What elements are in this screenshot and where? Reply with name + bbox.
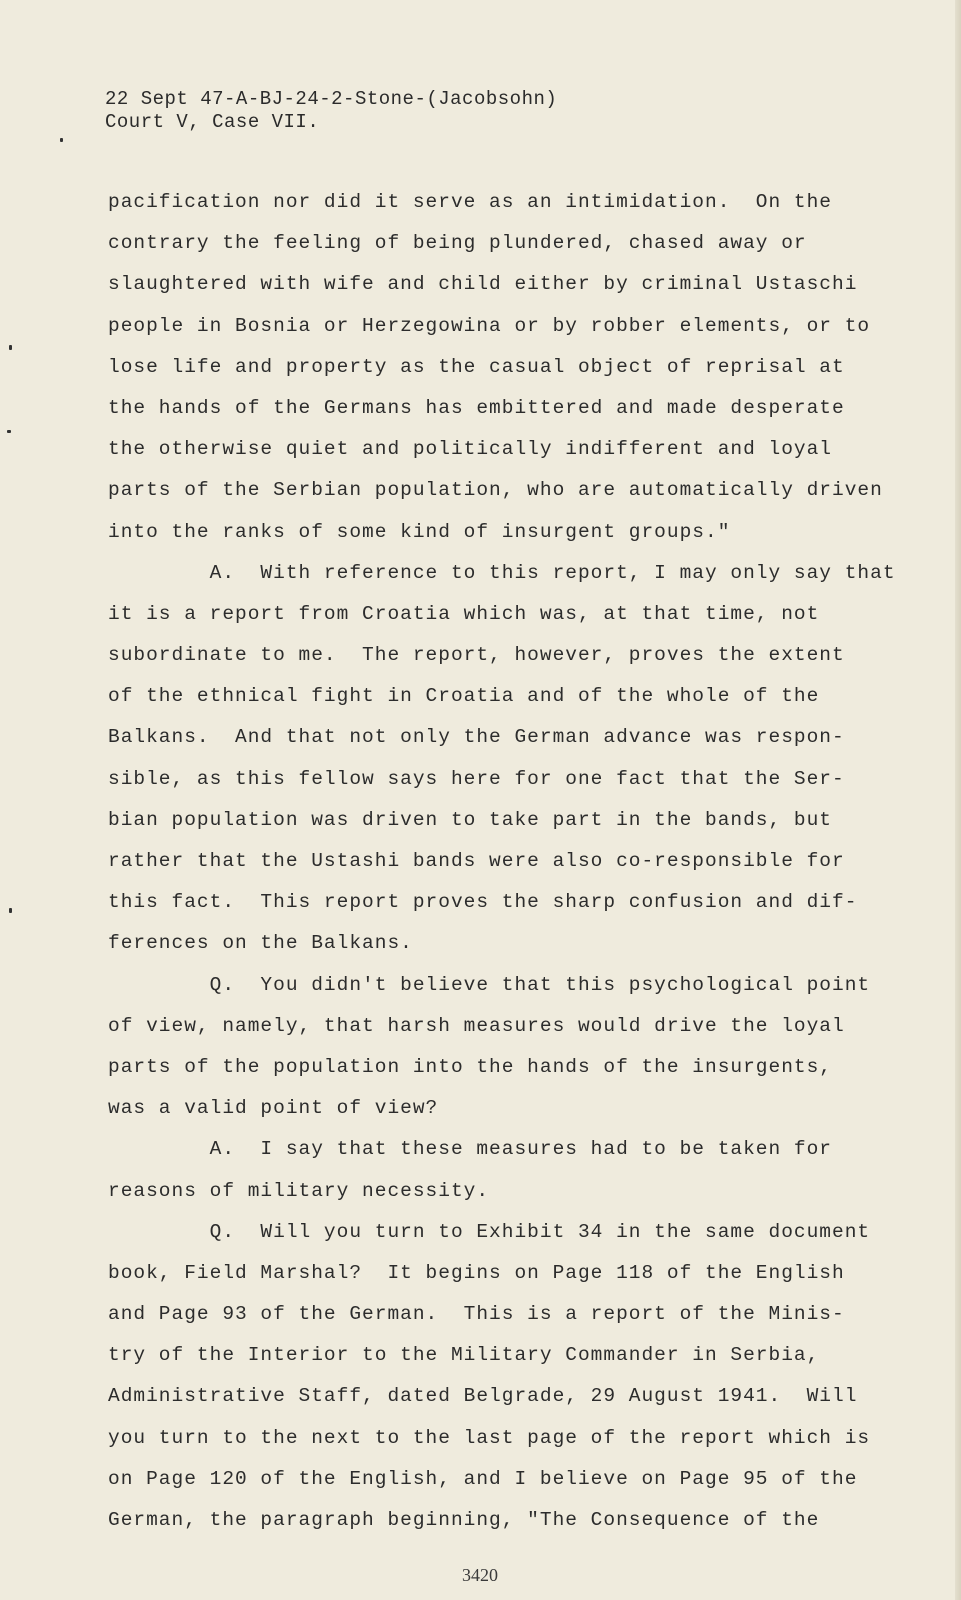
page-number: 3420 [462, 1565, 498, 1585]
body-line: rather that the Ustashi bands were also co-responsible for [108, 850, 845, 872]
header-line-2: Court V, Case VII. [105, 111, 320, 133]
body-line: on Page 120 of the English, and I believe on Page 95 of the [108, 1467, 858, 1490]
body-line: was a valid point of view? [108, 1097, 439, 1120]
margin-speck [9, 908, 12, 913]
body-line: into the ranks of some kind of insurgent groups." [108, 520, 731, 543]
body-line: pacification nor did it serve as an intimidation. On the [108, 191, 833, 213]
margin-speck [60, 138, 63, 142]
page-edge [955, 0, 961, 1600]
body-line: try of the Interior to the Military Commander in Serbia, [108, 1344, 820, 1367]
body-line: this fact. This report proves the sharp confusion and dif- [108, 891, 858, 914]
body-line: and Page 93 of the German. This is a report of the Minis- [108, 1303, 845, 1326]
transcript-body [108, 182, 896, 1541]
body-line: Administrative Staff, dated Belgrade, 29 August 1941. Will [108, 1385, 858, 1408]
body-line: Balkans. And that not only the German advance was respon- [108, 726, 845, 749]
body-line: the otherwise quiet and politically indifferent and loyal [108, 438, 833, 461]
body-line: subordinate to me. The report, however, proves the extent [108, 644, 845, 667]
body-line: you turn to the next to the last page of the report which is [108, 1426, 871, 1449]
body-line: A. With reference to this report, I may only say that [108, 561, 896, 584]
body-line: slaughtered with wife and child either by criminal Ustaschi [108, 273, 858, 296]
document-header [105, 88, 557, 134]
body-line: contrary the feeling of being plundered, chased away or [108, 232, 807, 255]
body-line: Q. You didn't believe that this psychological point [108, 973, 871, 996]
body-line: Q. Will you turn to Exhibit 34 in the same document [108, 1220, 871, 1243]
body-line: parts of the Serbian population, who are automatically driven [108, 479, 883, 502]
body-line: ferences on the Balkans. [108, 932, 413, 955]
body-line: the hands of the Germans has embittered and made desperate [108, 396, 845, 419]
body-line: of view, namely, that harsh measures would drive the loyal [108, 1014, 845, 1037]
margin-speck [9, 345, 12, 350]
body-line: parts of the population into the hands of the insurgents, [108, 1055, 833, 1078]
header-line-1: 22 Sept 47-A-BJ-24-2-Stone-(Jacobsohn) [105, 88, 558, 110]
body-line: sible, as this fellow says here for one fact that the Ser- [108, 767, 845, 790]
body-line: lose life and property as the casual object of reprisal at [108, 355, 845, 378]
body-line: of the ethnical fight in Croatia and of the whole of the [108, 685, 820, 708]
body-line: it is a report from Croatia which was, at that time, not [108, 602, 820, 625]
body-line: A. I say that these measures had to be taken for [108, 1138, 833, 1161]
body-line: reasons of military necessity. [108, 1179, 490, 1202]
margin-speck [7, 430, 11, 433]
body-line: bian population was driven to take part in the bands, but [108, 808, 833, 831]
body-line: German, the paragraph beginning, "The Consequence of the [108, 1509, 820, 1531]
body-line: book, Field Marshal? It begins on Page 118 of the English [108, 1261, 845, 1284]
body-line: people in Bosnia or Herzegowina or by robber elements, or to [108, 314, 871, 337]
